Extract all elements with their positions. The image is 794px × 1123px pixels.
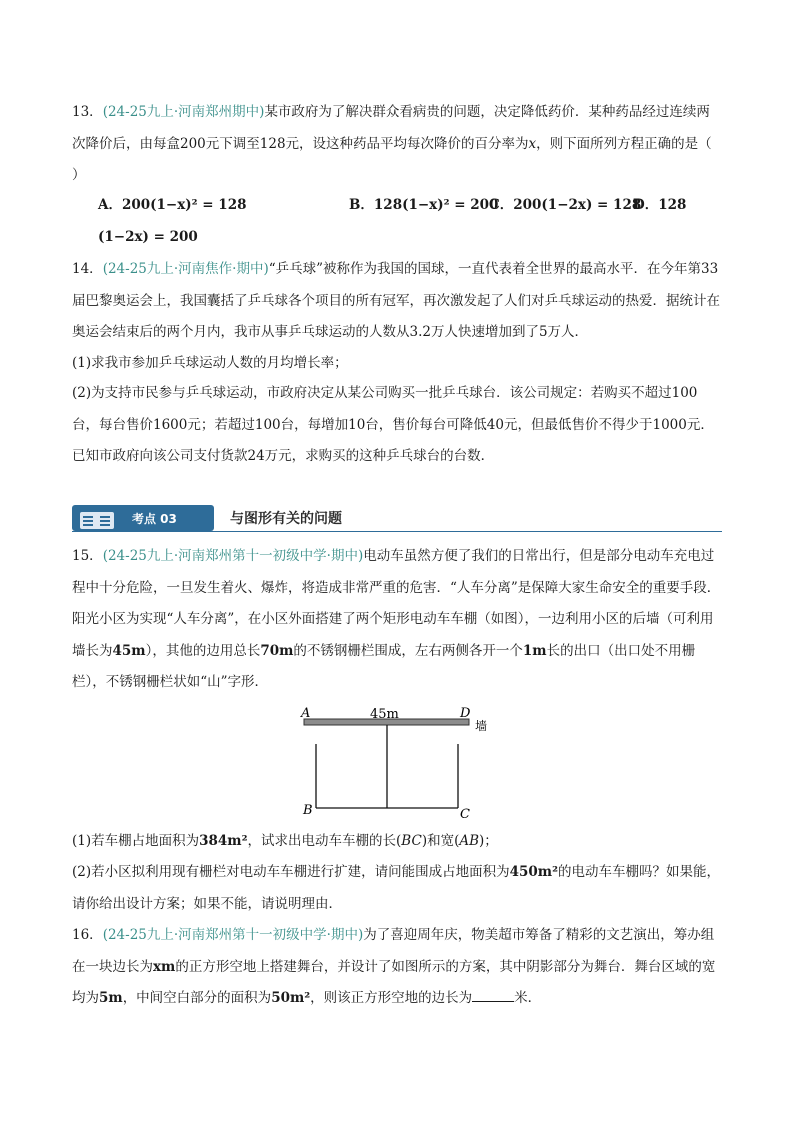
vertex-b: B <box>303 803 313 818</box>
question-16-number: 16． <box>72 927 103 943</box>
question-14-part-2: (2)为支持市民参与乒乓球运动，市政府决定从某公司购买一批乒乓球台．该公司规定：若购买不超过100台，每台售价1600元；若超过100台，每增加10台，售价每台可降低40元，但最低售价不得少于1000元．已知市政府向该公司支付货款24万元，求购买的这种乒乓球台的台数． <box>72 385 714 464</box>
question-15-part-1-b: ，试求出电动车车棚的长( <box>247 833 402 849</box>
question-13-stem: 某市政府为了解决群众看病贵的问题，决定降低药价．某种药品经过连续两次降价后，由每盒200元下调至128元，设这种药品平均每次降价的百分率为 <box>72 104 710 152</box>
carport-diagram <box>290 700 505 824</box>
question-16-stem-d: ，则该正方形空地的边长为 <box>310 990 473 1006</box>
question-15-part-2-a: (2)若小区拟利用现有栅栏对电动车车棚进行扩建，请问能围成占地面积为 <box>72 864 510 880</box>
question-14-part-1: (1)求我市参加乒乓球运动人数的月均增长率； <box>72 355 348 371</box>
question-15-total-length: 70m <box>260 642 294 659</box>
question-15 <box>72 541 722 699</box>
question-15-exit-length: 1m <box>522 642 547 659</box>
vertex-c: C <box>460 807 470 822</box>
section-badge <box>72 505 214 531</box>
segment-ab: AB <box>459 833 480 849</box>
question-15-part-1-c: )和宽( <box>421 833 460 849</box>
question-14-number: 14． <box>72 261 103 277</box>
question-15-wall-length: 45m <box>112 642 146 659</box>
question-13-option-b: B．128(1−x)² = 200 <box>349 197 499 213</box>
question-15-source: (24-25九上·河南郑州第十一初级中学·期中) <box>102 548 364 564</box>
question-14 <box>72 254 722 349</box>
question-15-stem-b: ），其他的边用总长 <box>145 642 261 659</box>
question-13-option-a: A．200(1−x)² = 128 <box>98 197 247 213</box>
question-13-option-d-cont: (1−2x) = 200 <box>98 229 198 245</box>
question-15-part-1-d: )； <box>479 833 498 849</box>
question-16-side: xm <box>153 958 176 975</box>
question-15-number: 15． <box>72 548 103 564</box>
section-header <box>72 501 722 533</box>
vertex-d: D <box>460 706 471 721</box>
question-16-stem-c: ，中间空白部分的面积为 <box>122 990 272 1006</box>
question-13-source: (24-25九上·河南郑州期中) <box>102 104 265 120</box>
question-15-area-2: 450m² <box>509 864 559 880</box>
book-icon <box>80 512 114 529</box>
question-13-option-d: D．128 <box>633 197 687 213</box>
vertex-a: A <box>301 706 311 721</box>
section-title: 与图形有关的问题 <box>230 511 342 527</box>
question-16-stem-b: 的正方形空地上搭建舞台，并设计了如图所示的方案，其中阴影部分为舞台．舞台区域的宽均为 <box>72 958 716 1006</box>
question-16-blank-area: 50m² <box>271 990 311 1006</box>
wall-length-label: 45m <box>370 707 399 722</box>
question-16-stem-a: 为了喜迎周年庆，物美超市筹备了精彩的文艺演出，筹办组在一块边长为 <box>72 927 715 975</box>
question-16-source: (24-25九上·河南郑州第十一初级中学·期中) <box>102 927 364 943</box>
question-13 <box>72 97 722 192</box>
question-15-part-1-a: (1)若车棚占地面积为 <box>72 833 200 849</box>
question-15-stem-d: 长的出口（出口处不用栅栏），不锈钢栅栏状如“山”字形． <box>72 642 696 690</box>
question-13-option-c: C．200(1−2x) = 128 <box>489 197 642 213</box>
question-13-stem-end: ，则下面所列方程正确的是（ ） <box>72 135 712 183</box>
question-15-part-2-b: 的电动车车棚吗？如果能，请你给出设计方案；如果不能，请说明理由． <box>72 864 721 912</box>
segment-bc: BC <box>401 833 422 849</box>
question-16-width: 5m <box>99 990 123 1006</box>
question-14-stem: “乒乓球”被称作为我国的国球，一直代表着全世界的最高水平．在今年第33届巴黎奥运会上，我国囊括了乒乓球各个项目的所有冠军，再次激发起了人们对乒乓球运动的热爱．据统计在奥运会结束后的两个月内，我市从事乒乓球运动的人数从3.2万人快速增加到了5万人． <box>72 261 720 340</box>
answer-blank[interactable] <box>472 987 514 1002</box>
question-14-source: (24-25九上·河南焦作·期中) <box>102 261 269 277</box>
section-divider <box>72 531 722 532</box>
question-13-number: 13． <box>72 104 103 120</box>
question-15-stem-c: 的不锈钢栅栏围成，左右两侧各开一个 <box>293 642 523 659</box>
question-13-variable: x <box>528 135 537 152</box>
question-15-stem-a: 电动车虽然方便了我们的日常出行，但是部分电动车充电过程中十分危险，一旦发生着火、爆炸，将造成非常严重的危害．“人车分离”是保障大家生命安全的重要手段．阳光小区为实现“人车分离”，在小区外面搭建了两个矩形电动车车棚（如图），一边利用小区的后墙（可利用墙长为 <box>72 548 721 659</box>
section-label: 考点 03 <box>132 512 177 526</box>
question-15-area-1: 384m² <box>199 833 248 849</box>
question-15-part-1 <box>72 826 722 858</box>
question-15-part-2 <box>72 857 722 920</box>
question-16-stem-e: 米． <box>514 990 542 1006</box>
wall-word: 墙 <box>475 719 488 733</box>
question-16 <box>72 920 722 1015</box>
